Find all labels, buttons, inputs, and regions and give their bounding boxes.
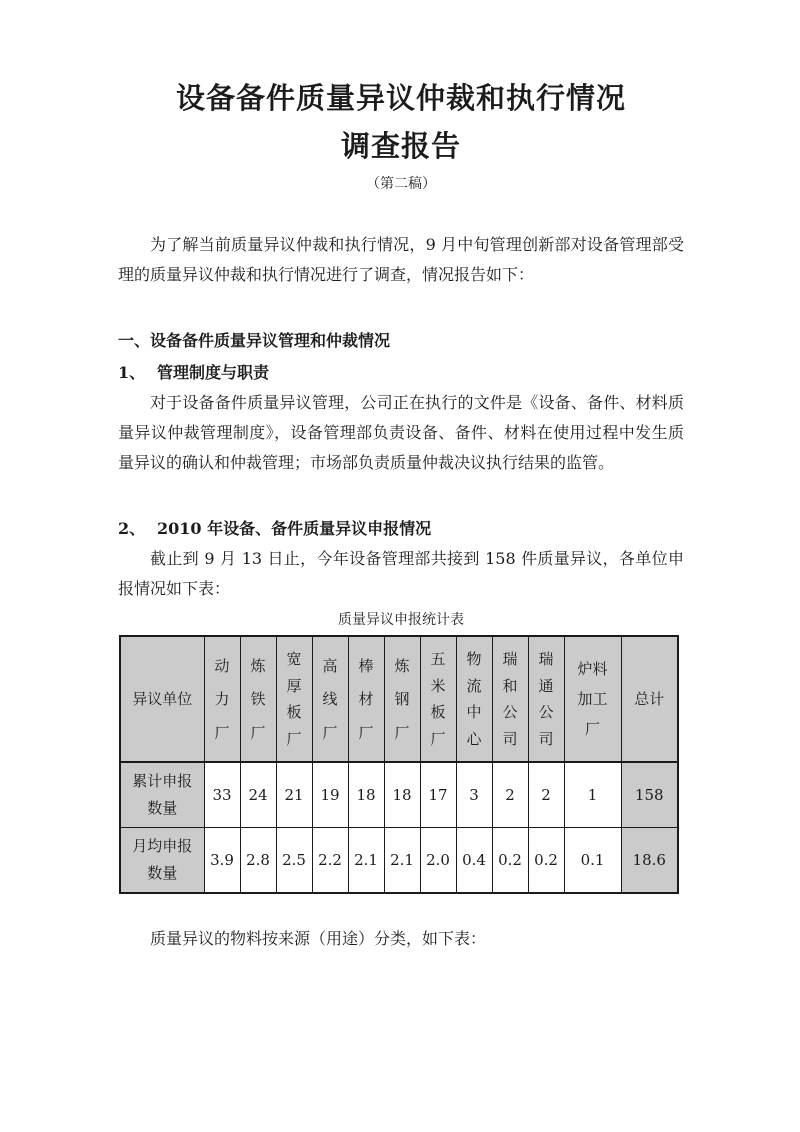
stat-cell: 3 bbox=[456, 762, 492, 828]
stat-cell: 21 bbox=[276, 762, 312, 828]
stat-cell: 2 bbox=[528, 762, 564, 828]
subsection2-number: 2、 bbox=[118, 519, 146, 538]
row-label bbox=[120, 762, 204, 828]
column-header-label: 宽 厚 板 厂 bbox=[286, 649, 302, 749]
column-header-unit bbox=[348, 636, 384, 762]
column-header-unit bbox=[384, 636, 420, 762]
subsection1-title: 管理制度与职责 bbox=[157, 363, 270, 382]
closing-paragraph: 质量异议的物料按来源（用途）分类，如下表： bbox=[150, 929, 487, 948]
column-header-label: 炼 钢 厂 bbox=[394, 656, 410, 742]
column-header-unit bbox=[456, 636, 492, 762]
stat-cell: 2.8 bbox=[240, 828, 276, 894]
stat-cell: 0.2 bbox=[528, 828, 564, 894]
column-header-label: 炉料加工厂 bbox=[577, 660, 608, 738]
stat-cell: 24 bbox=[240, 762, 276, 828]
row-label-text: 月均申报数量 bbox=[132, 837, 193, 882]
column-header-unit bbox=[492, 636, 528, 762]
subsection1-number: 1、 bbox=[118, 363, 146, 382]
column-header-unit bbox=[240, 636, 276, 762]
table-row-monthly-average bbox=[120, 828, 678, 894]
column-header-total: 总计 bbox=[621, 636, 678, 762]
stat-cell: 2.0 bbox=[420, 828, 456, 894]
row-label-text: 累计申报数量 bbox=[132, 772, 193, 817]
document-title-line2: 调查报告 bbox=[340, 129, 461, 163]
column-header-label: 炼 铁 厂 bbox=[250, 656, 266, 742]
stat-cell: 33 bbox=[204, 762, 240, 828]
stat-cell: 2.2 bbox=[312, 828, 348, 894]
stat-cell: 0.4 bbox=[456, 828, 492, 894]
stat-cell: 0.1 bbox=[564, 828, 621, 894]
stat-cell: 0.2 bbox=[492, 828, 528, 894]
intro-paragraph: 为了解当前质量异议仲裁和执行情况，9 月中旬管理创新部对设备管理部受理的质量异议仲裁和执行情况进行了调查，情况报告如下： bbox=[118, 235, 684, 284]
stat-cell-total: 18.6 bbox=[621, 828, 678, 894]
column-header-unit-wide bbox=[564, 636, 621, 762]
stat-cell: 2.5 bbox=[276, 828, 312, 894]
subsection2-heading bbox=[118, 514, 684, 544]
table-row-cumulative bbox=[120, 762, 678, 828]
section1-heading: 一、设备备件质量异议管理和仲裁情况 bbox=[118, 331, 391, 350]
table-header-row bbox=[120, 636, 678, 762]
column-header-unit bbox=[312, 636, 348, 762]
document-title bbox=[118, 74, 684, 170]
column-header-label: 五 米 板 厂 bbox=[430, 649, 446, 749]
stat-cell: 1 bbox=[564, 762, 621, 828]
column-header-label: 棒 材 厂 bbox=[358, 656, 374, 742]
table-caption: 质量异议申报统计表 bbox=[338, 612, 464, 628]
stat-cell: 2.1 bbox=[384, 828, 420, 894]
column-header-label: 瑞 通 公 司 bbox=[538, 649, 554, 749]
stat-cell: 2 bbox=[492, 762, 528, 828]
column-header-label: 动 力 厂 bbox=[214, 656, 230, 742]
document-title-line1: 设备备件质量异议仲裁和执行情况 bbox=[175, 81, 626, 115]
column-header-unit bbox=[528, 636, 564, 762]
stat-cell: 18 bbox=[384, 762, 420, 828]
stat-cell: 2.1 bbox=[348, 828, 384, 894]
table-corner-header: 异议单位 bbox=[120, 636, 204, 762]
column-header-unit bbox=[276, 636, 312, 762]
row-label bbox=[120, 828, 204, 894]
stat-cell: 17 bbox=[420, 762, 456, 828]
stats-table bbox=[119, 635, 679, 894]
stat-cell-total: 158 bbox=[621, 762, 678, 828]
subsection2-paragraph: 截止到 9 月 13 日止，今年设备管理部共接到 158 件质量异议，各单位申报情况如下表： bbox=[118, 549, 684, 598]
stat-cell: 18 bbox=[348, 762, 384, 828]
column-header-label: 高 线 厂 bbox=[322, 656, 338, 742]
column-header-label: 瑞 和 公 司 bbox=[502, 649, 518, 749]
subsection2-title: 2010 年设备、备件质量异议申报情况 bbox=[157, 519, 432, 538]
stat-cell: 3.9 bbox=[204, 828, 240, 894]
stat-cell: 19 bbox=[312, 762, 348, 828]
subsection1-heading bbox=[118, 358, 684, 388]
column-header-unit bbox=[420, 636, 456, 762]
draft-note: （第二稿） bbox=[366, 176, 436, 192]
subsection1-paragraph: 对于设备备件质量异议管理，公司正在执行的文件是《设备、备件、材料质量异议仲裁管理制度》，设备管理部负责设备、备件、材料在使用过程中发生质量异议的确认和仲裁管理；市场部负责质量仲裁决议执行结果的监管。 bbox=[118, 393, 684, 472]
column-header-label: 物 流 中 心 bbox=[466, 649, 482, 749]
column-header-unit bbox=[204, 636, 240, 762]
